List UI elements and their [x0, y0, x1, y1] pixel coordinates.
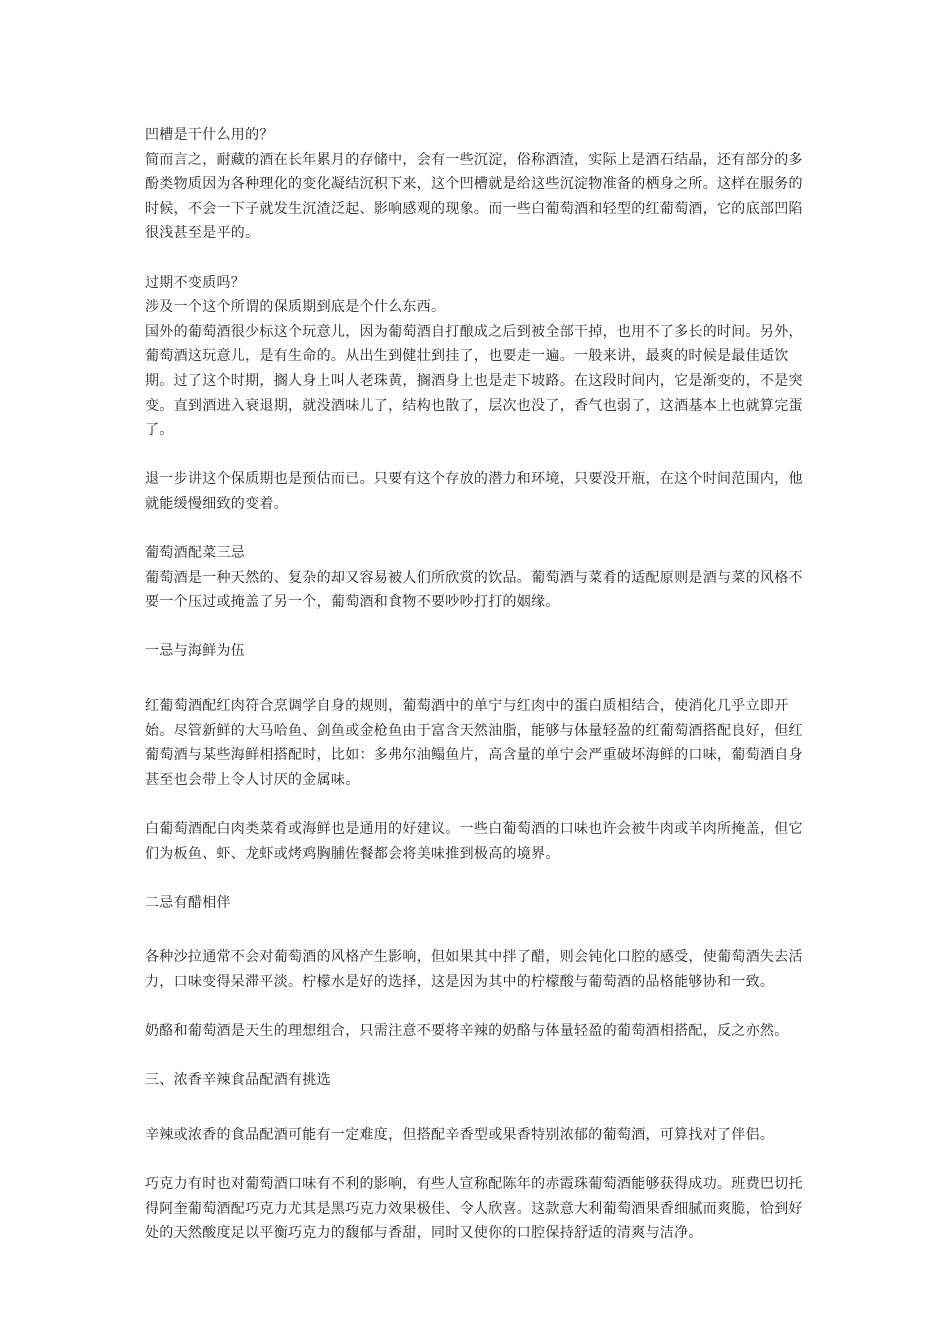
section-heading-seafood: 一忌与海鲜为伍: [145, 643, 246, 660]
paragraph-spacer: [145, 443, 817, 468]
section-heading-spicy: 三、浓香辛辣食品配酒有挑选: [145, 1072, 331, 1089]
paragraph-spacer: [145, 517, 817, 542]
paragraph-spacer: [145, 664, 817, 694]
paragraph-salad-vinegar: 各种沙拉通常不会对葡萄酒的风格产生影响，但如果其中拌了醋，则会钝化口腔的感受，使葡萄酒失去活力，口味变得呆滞平淡。柠檬水是好的选择，这是因为其中的柠檬酸与葡萄酒的品格能够协和一致。: [145, 949, 803, 990]
document-body: [145, 123, 817, 1246]
paragraph-expiry-intro: 涉及一个这个所谓的保质期到底是个什么东西。: [145, 299, 446, 316]
paragraph-spicy-food: 辛辣或浓香的食品配酒可能有一定难度，但搭配辛香型或果香特别浓郁的葡萄酒，可算找对了伴侣。: [145, 1126, 775, 1143]
paragraph-spacer: [145, 246, 817, 271]
paragraph-cheese: 奶酪和葡萄酒是天生的理想组合，只需注意不要将辛辣的奶酪与体量轻盈的葡萄酒相搭配，反之亦然。: [145, 1023, 789, 1040]
paragraph-spacer: [145, 1044, 817, 1069]
paragraph-expiry-estimate: 退一步讲这个保质期也是预估而已。只要有这个存放的潜力和环境，只要没开瓶，在这个时间范围内，他就能缓慢细致的变着。: [145, 471, 803, 512]
paragraph-white-wine-seafood: 白葡萄酒配白肉类菜肴或海鲜也是通用的好建议。一些白葡萄酒的口味也许会被牛肉或羊肉所掩盖，但它们为板鱼、虾、龙虾或烤鸡胸脯佐餐都会将美味推到极高的境界。: [145, 821, 803, 862]
paragraph-red-wine-meat: 红葡萄酒配红肉符合烹调学自身的规则，葡萄酒中的单宁与红肉中的蛋白质相结合，使消化几乎立即开始。尽管新鲜的大马哈鱼、剑鱼或金枪鱼由于富含天然油脂，能够与体量轻盈的红葡萄酒搭配良好，但红葡萄酒与某些海鲜相搭配时，比如：多弗尔油鳎鱼片，高含量的单宁会严重破坏海鲜的口味，葡萄酒自身甚至也会带上令人讨厌的金属味。: [145, 698, 803, 788]
paragraph-pairing-intro: 葡萄酒是一种天然的、复杂的却又容易被人们所欣赏的饮品。葡萄酒与菜肴的适配原则是酒与菜的风格不要一个压过或掩盖了另一个，葡萄酒和食物不要吵吵打打的姻缘。: [145, 569, 803, 611]
section-heading-vinegar: 二忌有醋相伴: [145, 894, 231, 911]
section-heading-pairing: 葡萄酒配菜三忌: [145, 545, 246, 562]
paragraph-spacer: [145, 995, 817, 1020]
paragraph-spacer: [145, 1148, 817, 1173]
paragraph-chocolate: 巧克力有时也对葡萄酒口味有不利的影响，有些人宣称配陈年的赤霞珠葡萄酒能够获得成功。班费巴切托得阿奎葡萄酒配巧克力尤其是黑巧克力效果极佳、令人欣喜。这款意大利葡萄酒果香细腻而爽脆，恰到好处的天然酸度足以平衡巧克力的馥郁与香甜，同时又使你的口腔保持舒适的清爽与洁净。: [145, 1176, 803, 1242]
paragraph-spacer: [145, 615, 817, 640]
section-heading-groove: 凹槽是干什么用的？: [145, 127, 274, 143]
section-heading-expiry: 过期不变质吗？: [145, 274, 246, 291]
paragraph-groove: 简而言之，耐藏的酒在长年累月的存储中，会有一些沉淀，俗称酒渣，实际上是酒石结晶，还有部分的多酚类物质因为各种理化的变化凝结沉积下来，这个凹槽就是给这些沉淀物准备的栖身之所。这样在服务的时候，不会一下子就发生沉渣泛起、影响感观的现象。而一些白葡萄酒和轻型的红葡萄酒，它的底部凹陷很浅甚至是平的。: [145, 151, 803, 242]
paragraph-spacer: [145, 866, 817, 891]
paragraph-spacer: [145, 1093, 817, 1123]
paragraph-expiry-life: 国外的葡萄酒很少标这个玩意儿，因为葡萄酒自打酿成之后到被全部干掉，也用不了多长的时间。另外，葡萄酒这玩意儿，是有生命的。从出生到健壮到挂了，也要走一遍。一般来讲，最爽的时候是最佳适饮期。过了这个时期，搁人身上叫人老珠黄，搁酒身上也是走下坡路。在这段时间内，它是渐变的，不是突变。直到酒进入衰退期，就没酒味儿了，结构也散了，层次也没了，香气也弱了，这酒基本上也就算完蛋了。: [145, 323, 803, 439]
paragraph-spacer: [145, 915, 817, 945]
paragraph-spacer: [145, 792, 817, 817]
